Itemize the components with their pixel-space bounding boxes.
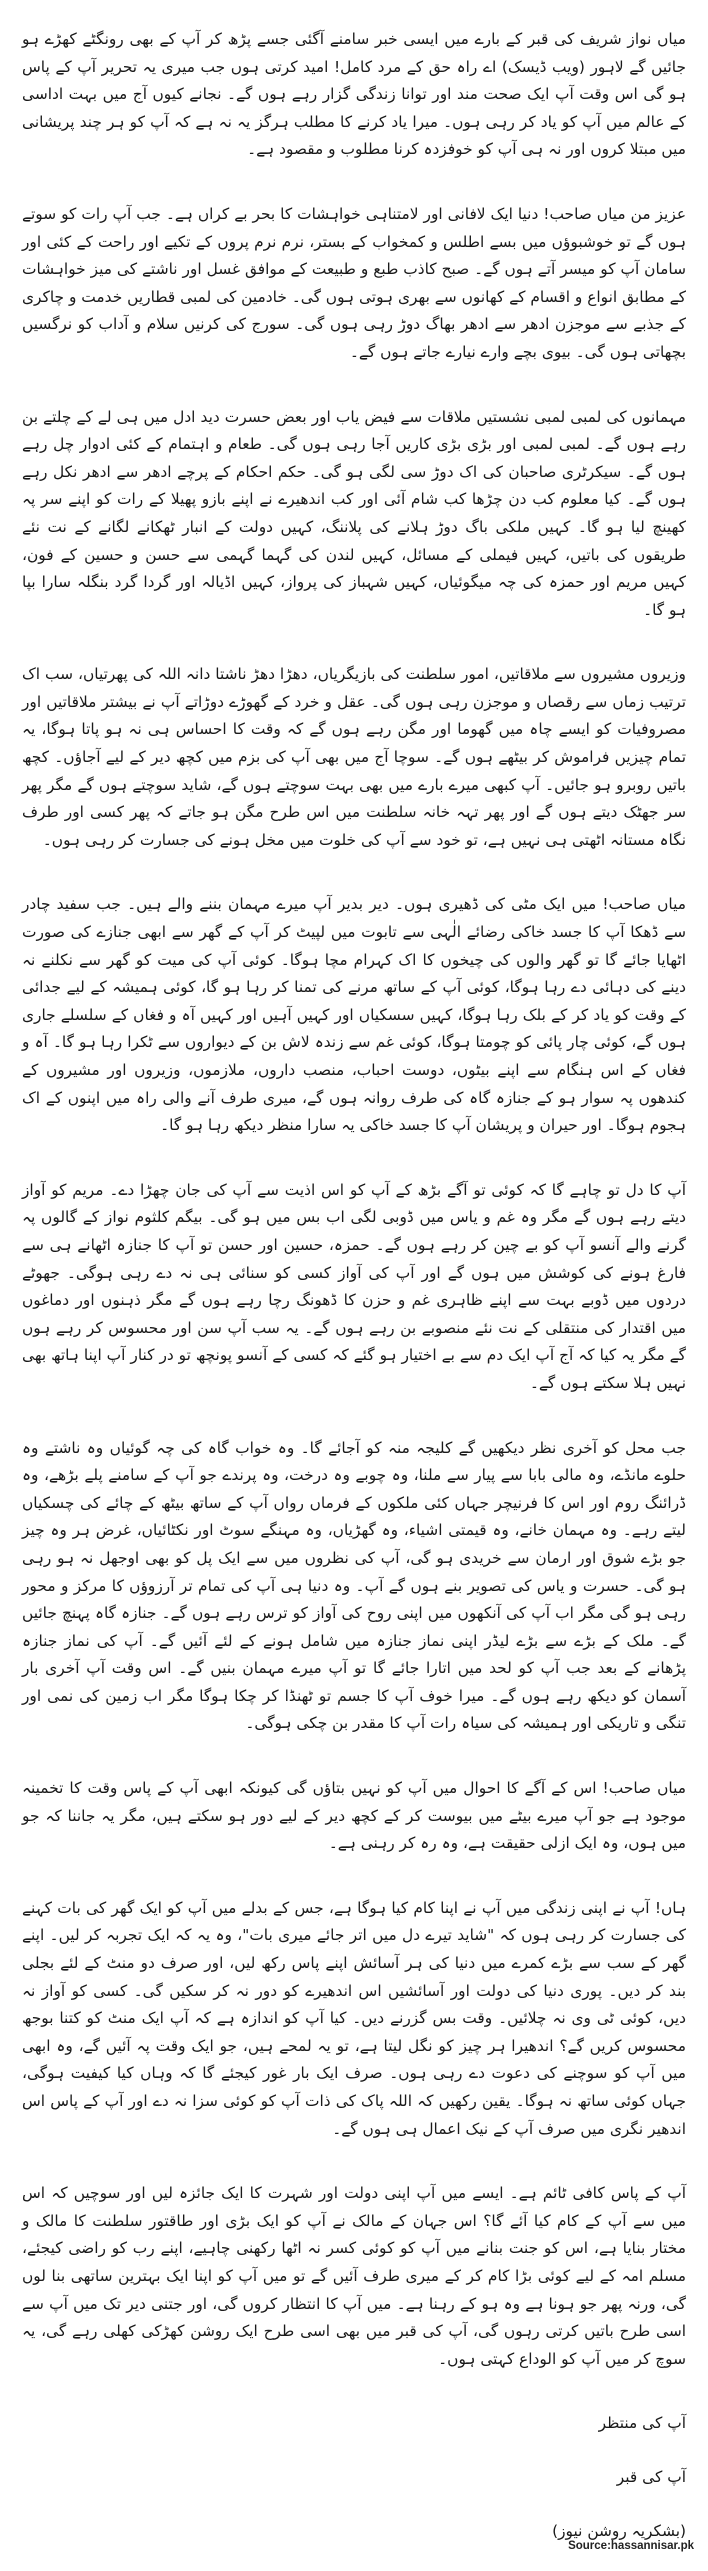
article-paragraph: ہاں! آپ نے اپنی زندگی میں آپ نے اپنا کام کیا ہوگا ہے، جس کے بدلے میں آپ کو ایک گھر کی بات کہنے کی جسارت کر رہی ہوں کہ "شاید تیرے دل میں اتر جائے میری بات"، وہ یہ کہ ایک تجربہ کر لیں۔ اپنے گھر کے سب سے بڑے کمرے میں دنیا کی ہر آسائش اپنے پاس رکھ لیں، اور صرف دو منٹ کے لئے بجلی بند کر دیں۔ پوری دنیا کی دولت اور آسائشیں اس اندھیرے کو دور نہ کر سکیں گی۔ کسی کو آواز نہ دیں، کوئی ٹی وی نہ چلائیں۔ وقت بس گزرنے دیں۔ کیا آپ کو اندازہ ہے کہ آپ ایک منٹ کو کتنا بوجھ محسوس کریں گے؟ اندھیرا ہر چیز کو نگل لیتا ہے، تو یہ لمحے ہیں، جو ایک وقت پہ آئیں گے، وہ ابھی میں آپ کو سوچنے کی دعوت دے رہی ہوں۔ صرف ایک بار غور کیجئے گا کہ وہاں کیا کیفیت ہوگی، جہاں کوئی ساتھ نہ ہوگا۔ یقین رکھیں کہ اللہ پاک کی ذات آپ کو کوئی سزا نہ دے اور آپ کے پاس اس اندھیر نگری میں صرف آپ کے نیک اعمال ہی ہوں گے۔ xyxy=(22,1898,686,2138)
signoff-line-grave: آپ کی قبر xyxy=(616,2467,686,2486)
article-paragraph: عزیز من میاں صاحب! دنیا ایک لافانی اور لامتناہی خواہشات کا بحر بے کراں ہے۔ جب آپ رات کو سوتے ہوں گے تو خوشبوؤں میں بسے اطلس و کمخواب کے بستر، نرم نرم پروں کے تکیے اور راحت کے کئی اور سامان آپ کو میسر آتے ہوں گے۔ صبح کاذب طبع و طبیعت کے موافق غسل اور ناشتے کی میز خواہشات کے مطابق انواع و اقسام کے کھانوں سے بھری ہوتی ہوں گی۔ خادمین کی لمبی قطاریں خدمت و چاکری کے جذبے سے موجزن ادھر سے ادھر بھاگ دوڑ رہی ہوں گی۔ سورج کی کرنیں سلام و آداب کو نرگسیں بچھاتی ہوں گی۔ بیوی بچے وارے نیارے جاتے ہوں گے۔ xyxy=(22,204,686,361)
article-paragraph: مہمانوں کی لمبی لمبی نشستیں ملاقات سے فیض یاب اور بعض حسرت دید ادل میں ہی لے کے چلتے بن رہے ہوں گے۔ لمبی لمبی اور بڑی بڑی کاریں آجا رہی ہوں گی۔ طعام و اہتمام کے کئی ادوار چل رہے ہوں گے۔ سیکرٹری صاحبان کی اک دوڑ سی لگی ہو گی۔ حکم احکام کے پرچے ادھر سے ادھر نکل رہے ہوں گے۔ کیا معلوم کب دن چڑھا کب شام آئی اور کب اندھیرے نے اپنے بازو پھیلا کے رات کو اپنے سر پہ کھینچ لیا ہو گا۔ کہیں ملکی باگ دوڑ ہلانے کی پلاننگ، کہیں دولت کے انبار ٹھکانے لگانے کے نت نئے طریقوں کی باتیں، کہیں فیملی کے مسائل، کہیں لندن کی گہما گہمی سے حسن و حسین کے فون، کہیں مریم اور حمزہ کی چہ میگوئیاں، کہیں شہباز کی پرواز، کہیں اڈیالہ اور گردا گرد بنگلہ سارا بپا ہو گا۔ xyxy=(22,407,686,619)
signoff-line-waiting: آپ کی منتظر xyxy=(598,2414,686,2433)
source-attribution: Source:hassannisar.pk xyxy=(568,2540,694,2552)
article-paragraph: آپ کے پاس کافی ٹائم ہے۔ ایسے میں آپ اپنی دولت اور شہرت کا ایک جائزہ لیں اور سوچیں کہ اس میں سے آپ کے کام کیا آئے گا؟ اس جہان کے مالک نے آپ کو ایک بڑی اور طاقتور سلطنت کا مالک و مختار بنایا ہے، اس کو جنت بنانے میں آپ کو کوئی کسر نہ اٹھا رکھنی چاہیے، اپنے رب کو راضی کیجئے، مسلم امہ کے لیے کوئی بڑا کام کر کے میری طرف آئیں گے تو میں آپ کو اپنا ایک بہترین ساتھی بنا لوں گی، ورنہ پھر جو ہونا ہے وہ ہو کے رہنا ہے۔ میں آپ کا انتظار کروں گی، اور جتنی دیر تک میں آپ سے اسی طرح باتیں کرتی رہوں گی، آپ کی قبر میں بھی اسی طرح ایک روشن کھڑکی کھلی رہے گی، یہ سوچ کر میں آپ کو الوداع کہتی ہوں۔ xyxy=(22,2184,686,2368)
signoff-block xyxy=(22,2410,686,2545)
article-paragraph: میاں نواز شریف کی قبر کے بارے میں ایسی خبر سامنے آگئی جسے پڑھ کر آپ کے بھی رونگٹے کھڑے ہو جائیں گے لاہور (ویب ڈیسک) اے راہ حق کے مرد کامل! امید کرتی ہوں جب میری یہ تحریر آپ کے پاس ہو گی اس وقت آپ ایک صحت مند اور توانا زندگی گزار رہے ہوں گے۔ نجانے کیوں آج میں بہت اداسی کے عالم میں آپ کو یاد کر رہی ہوں۔ میرا یاد کرنے کا مطلب ہرگز یہ نہ ہے کہ آپ کو ہر چند پریشانی میں مبتلا کروں اور نہ ہی آپ کو خوفزدہ کرنا مطلوب و مقصود ہے۔ xyxy=(22,30,686,159)
article-paragraph: وزیروں مشیروں سے ملاقاتیں، امور سلطنت کی بازیگریاں، دھڑا دھڑ ناشتا دانہ اللہ کی پھرتیاں، سب اک ترتیب زماں سے رقصاں و موجزن رہی ہوں گی۔ عقل و خرد کے گھوڑے دوڑاتے آپ نے بیشتر ملاقاتیں اور مصروفیات کو ایسے چاہ میں گھوما اور مگن رہے ہوں گے کہ وقت کا احساس ہی نہ ہو پاتا ہوگا، یہ تمام چیزیں فراموش کر بیٹھے ہوں گے۔ سوچا آج میں بھی آپ کی بزم میں کچھ دیر کے لیے آجاؤں۔ کچھ باتیں روبرو ہو جائیں۔ آپ کبھی میرے بارے میں بھی بہت سوچتے ہوں گے، شاید سوچتے ہوں گے مگر پھر سر جھٹک دیتے ہوں گے اور پھر تہہ خانہ سلطنت میں اس طرح مگن ہو جاتے کہ پھر کسی اور طرف نگاہ مستانہ اٹھتی ہی نہیں ہے، تو خود سے آپ کی خلوت میں مخل ہونے کی جسارت کر رہی ہوں۔ xyxy=(22,665,686,849)
article-body xyxy=(22,26,686,2571)
article-paragraph: آپ کا دل تو چاہے گا کہ کوئی تو آگے بڑھ کے آپ کو اس اذیت سے آپ کی جان چھڑا دے۔ مریم کو آواز دیتے رہے ہوں گے مگر وہ غم و یاس میں ڈوبی لگی اب بس میں ہو گی۔ بیگم کلثوم نواز کے گالوں پہ گرنے والے آنسو آپ کو بے چین کر رہے ہوں گے۔ حمزہ، حسین اور حسن تو آپ کا جنازہ اٹھانے ہی سے فارغ ہونے کی کوشش میں ہوں گے اور آپ کی آواز کسی کو سنائی ہی نہ دے رہی ہوگی۔ جھوٹے دردوں میں ڈوبے بہت سے اپنے ظاہری غم و حزن کا ڈھونگ رچا رہے ہوں گے مگر ذہنوں اور دماغوں میں اقتدار کی منتقلی کے نت نئے منصوبے بن رہے ہوں گے۔ یہ سب آپ سن اور محسوس کر رہے ہوں گے مگر یہ کیا کہ آج آپ ایک دم سے بے اختیار ہو گئے کہ کسی کے آنسو پونچھ تو در کنار آپ اپنا ہاتھ بھی نہیں ہلا سکتے ہوں گے۔ xyxy=(22,1180,686,1392)
article-paragraph: میاں صاحب! اس کے آگے کا احوال میں آپ کو نہیں بتاؤں گی کیونکہ ابھی آپ کے پاس وقت کا تخمینہ موجود ہے جو آپ میرے بیٹے میں بیوست کر کے کچھ دیر کے لیے دور ہو سکتے ہیں، مگر یہ جاننا کہ جو میں ہوں، وہ ایک ازلی حقیقت ہے، وہ رہ کر رہنی ہے۔ xyxy=(22,1779,686,1853)
signoff-credit: (بشکریہ روشن نیوز) xyxy=(552,2521,686,2540)
article-paragraph: جب محل کو آخری نظر دیکھیں گے کلیجہ منہ کو آجائے گا۔ وہ خواب گاہ کی چہ گوئیاں وہ ناشتے وہ حلوے مانڈے، وہ مالی بابا سے پیار سے ملنا، وہ چوبے وہ درخت، وہ پرندے جو آپ کے سامنے پلے بڑھے، وہ ڈرائنگ روم اور اس کا فرنیچر جہاں کئی ملکوں کے فرماں رواں آپ کے ساتھ بیٹھ کے چائے کی چسکیاں لیتے رہے۔ وہ مہمان خانے، وہ قیمتی اشیاء، وہ گھڑیاں، وہ مہنگے سوٹ اور نکٹائیاں، غرض ہر وہ چیز جو بڑے شوق اور ارمان سے خریدی ہو گی، آپ کی نظروں میں سے ایک پل کو بھی اوجھل نہ ہو رہی ہو گی۔ حسرت و یاس کی تصویر بنے ہوں گے آپ۔ وہ دنیا ہی آپ کی تمام تر آرزوؤں کا مرکز و محور رہی ہو گی مگر اب آپ کی آنکھوں میں اپنی روح کی آواز کو ترس رہے ہوں گے۔ جنازہ گاہ پہنچ جائیں گے۔ ملک کے بڑے سے بڑے لیڈر اپنی نماز جنازہ میں شامل ہونے کے لئے آئیں گے۔ آپ کی نماز جنازہ پڑھانے کے بعد جب آپ کو لحد میں اتارا جائے گا تو آپ میرے مہمان بنیں گے۔ اس وقت آپ آخری بار آسمان کو دیکھ رہے ہوں گے۔ میرا خوف آپ کا جسم تو ٹھنڈا کر چکا ہوگا مگر اب زمین کی نمی اور تنگی و تاریکی اور ہمیشہ کی سیاہ رات آپ کا مقدر بن چکی ہوگی۔ xyxy=(22,1438,686,1733)
article-paragraph: میاں صاحب! میں ایک مٹی کی ڈھیری ہوں۔ دیر بدیر آپ میرے مہمان بننے والے ہیں۔ جب سفید چادر سے ڈھکا آپ کا جسد خاکی رضائے الٰہی سے تابوت میں لپیٹ کر آپ کے گھر سے ابھی جنازے کی صورت اٹھایا جائے گا تو گھر والوں کی چیخوں کا اک کہرام مچا ہوگا۔ کوئی آپ کی میت کو گھر سے نکلنے نہ دینے کی دہائی دے رہا ہوگا، کوئی آپ کے ساتھ مرنے کی تمنا کر رہا ہو گا، کوئی ہمیشہ کے لیے جدائی کے وقت کو یاد کر کے بلک رہا ہوگا، کہیں سسکیاں اور کہیں آہیں اور کہیں آہ و فغاں کے سلسلے جاری ہوں گے، کوئی چار پائی کو چومتا ہوگا، کوئی غم سے زندہ لاش بن کے دیواروں سے ٹکرا رہا ہو گا۔ آہ و فغاں کے اس ہنگام سے اپنے بیٹوں، دوست احباب، منصب داروں، ملازموں، وزیروں اور مشیروں کے کندھوں پہ سوار ہو کے جنازہ گاہ کی طرف روانہ ہوں گے، میری طرف آنے والی راہ میں اپنوں کے اک ہجوم ہوگا۔ اور حیران و پریشان آپ کا جسد خاکی یہ سارا منظر دیکھ رہا ہو گا۔ xyxy=(22,895,686,1135)
